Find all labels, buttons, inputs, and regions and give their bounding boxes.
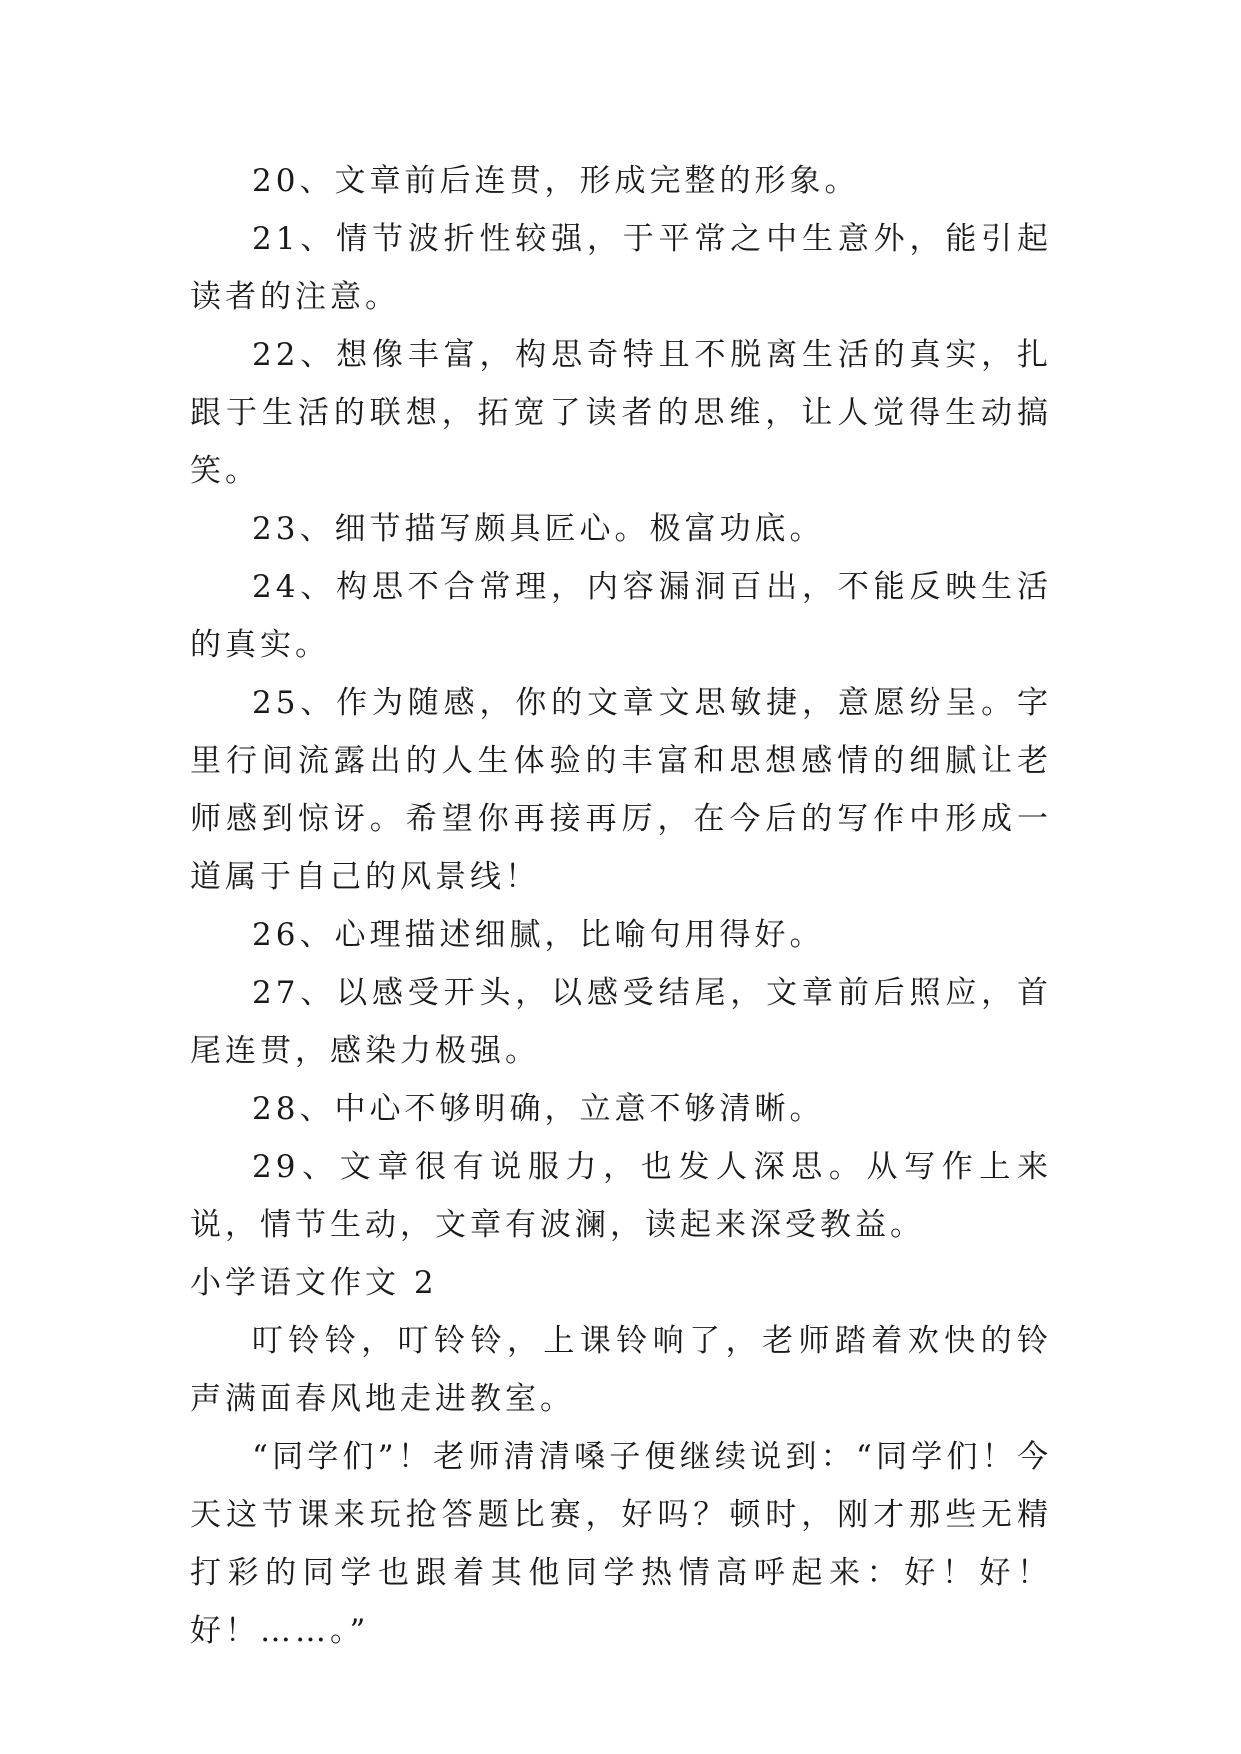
comment-item-20: 20、文章前后连贯，形成完整的形象。	[252, 163, 860, 199]
essay-paragraph-1: 叮铃铃，叮铃铃，上课铃响了，老师踏着欢快的铃声满面春风地走进教室。	[190, 1323, 1052, 1417]
comment-item-24: 24、构思不合常理，内容漏洞百出，不能反映生活的真实。	[190, 569, 1052, 663]
comment-item-29: 29、文章很有说服力，也发人深思。从写作上来说，情节生动，文章有波澜，读起来深受教益。	[190, 1149, 1052, 1243]
comment-item-23: 23、细节描写颇具匠心。极富功底。	[252, 511, 825, 547]
comment-item-27: 27、以感受开头，以感受结尾，文章前后照应，首尾连贯，感染力极强。	[190, 975, 1052, 1069]
comment-item-22: 22、想像丰富，构思奇特且不脱离生活的真实，扎跟于生活的联想，拓宽了读者的思维，让人觉得生动搞笑。	[190, 337, 1052, 489]
comment-item-28: 28、中心不够明确，立意不够清晰。	[252, 1091, 825, 1127]
comment-item-21: 21、情节波折性较强，于平常之中生意外，能引起读者的注意。	[190, 221, 1052, 315]
comment-item-26: 26、心理描述细腻，比喻句用得好。	[252, 917, 825, 953]
comment-item-25: 25、作为随感，你的文章文思敏捷，意愿纷呈。字里行间流露出的人生体验的丰富和思想感情的细腻让老师感到惊讶。希望你再接再厉，在今后的写作中形成一道属于自己的风景线！	[190, 685, 1052, 895]
section-title: 小学语文作文 2	[190, 1265, 438, 1301]
essay-paragraph-2: “同学们”！老师清清嗓子便继续说到：“同学们！今天这节课来玩抢答题比赛，好吗？顿时，刚才那些无精打彩的同学也跟着其他同学热情高呼起来：好！好！好！……。”	[190, 1439, 1052, 1649]
document-body	[190, 152, 1052, 1660]
